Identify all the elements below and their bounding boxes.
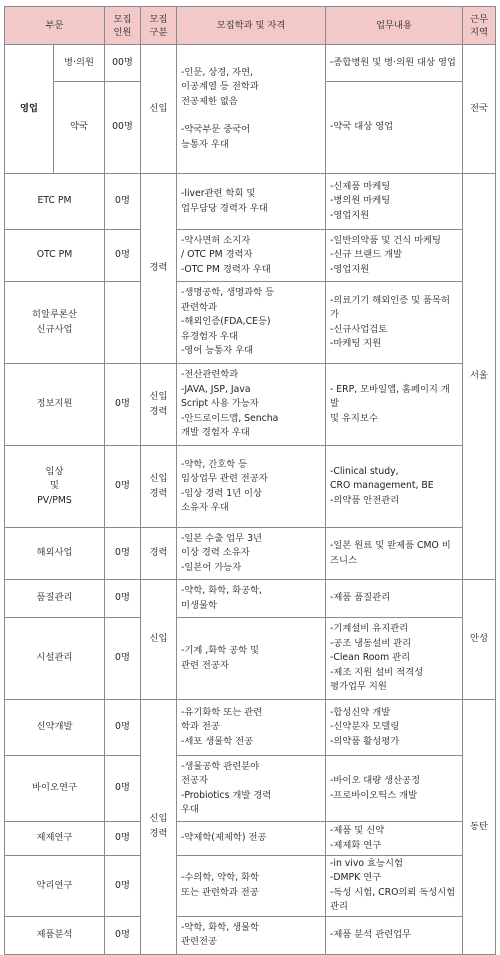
count-hyaluronic bbox=[105, 282, 141, 364]
duty-facility: -기계설비 유지관리 -공조 냉동설비 관리 -Clean Room 관리 -제조 지원 설비 적격성 평가업무 지원 bbox=[326, 618, 463, 700]
qual-qc: -약학, 화학, 화공학, 미생물학 bbox=[177, 580, 326, 618]
qual-otc-pm: -약사면허 소지자 / OTC PM 경력자 -OTC PM 경력자 우대 bbox=[177, 230, 326, 282]
type-overseas: 경력 bbox=[141, 528, 177, 580]
table-row bbox=[5, 580, 496, 618]
duty-hospital: -종합병원 및 병·의원 대상 영업 bbox=[326, 45, 463, 82]
duty-etc-pm: -신제품 마케팅 -병의원 마케팅 -영업지원 bbox=[326, 174, 463, 230]
qual-etc-pm: -liver관련 학회 및 업무담당 경력자 우대 bbox=[177, 174, 326, 230]
qual-overseas: -일본 수출 업무 3년 이상 경력 소유자 -일본어 가능자 bbox=[177, 528, 326, 580]
count-overseas: 0명 bbox=[105, 528, 141, 580]
count-etc-pm: 0명 bbox=[105, 174, 141, 230]
header-location: 근무 지역 bbox=[463, 7, 496, 45]
dept-drug-dev: 신약개발 bbox=[5, 700, 105, 756]
count-otc-pm: 0명 bbox=[105, 230, 141, 282]
table-row bbox=[5, 856, 496, 917]
table-row bbox=[5, 45, 496, 82]
count-pharmacology: 0명 bbox=[105, 856, 141, 917]
header-dept: 부문 bbox=[5, 7, 105, 45]
type-sales: 신입 bbox=[141, 45, 177, 174]
table-row bbox=[5, 756, 496, 822]
count-analysis: 0명 bbox=[105, 916, 141, 954]
duty-bio: -바이오 대량 생산공정 -프로바이오틱스 개발 bbox=[326, 756, 463, 822]
loc-dongtan: 동탄 bbox=[463, 700, 496, 955]
duty-drug-dev: -합성신약 개발 -신약분자 모델링 -의약품 활성평가 bbox=[326, 700, 463, 756]
recruitment-table-wrapper bbox=[4, 6, 495, 955]
qual-drug-dev: -유기화학 또는 관련 학과 전공 -세포 생물학 전공 bbox=[177, 700, 326, 756]
table-row bbox=[5, 618, 496, 700]
dept-hyaluronic: 히알루론산 신규사업 bbox=[5, 282, 105, 364]
sales-group-label: 영업 bbox=[5, 45, 54, 174]
count-formulation: 0명 bbox=[105, 822, 141, 856]
qual-sales: -인문, 상경, 자연, 이공계열 등 전학과 전공제한 없음 -약국부문 중국어 능통자 우대 bbox=[177, 45, 326, 174]
dept-it: 정보지원 bbox=[5, 364, 105, 446]
dept-hospital: 병·의원 bbox=[54, 45, 105, 82]
count-pharmacy: 00명 bbox=[105, 82, 141, 174]
dept-etc-pm: ETC PM bbox=[5, 174, 105, 230]
table-row bbox=[5, 528, 496, 580]
qual-analysis: -약학, 화학, 생물학 관련전공 bbox=[177, 916, 326, 954]
qual-facility: -기계 ,화학 공학 및 관련 전공자 bbox=[177, 618, 326, 700]
loc-seoul: 서울 bbox=[463, 174, 496, 580]
dept-pharmacy: 약국 bbox=[54, 82, 105, 174]
duty-pharmacy: -약국 대상 영업 bbox=[326, 82, 463, 174]
dept-bio: 바이오연구 bbox=[5, 756, 105, 822]
table-row bbox=[5, 822, 496, 856]
table-row bbox=[5, 282, 496, 364]
table-row bbox=[5, 916, 496, 954]
dept-overseas: 해외사업 bbox=[5, 528, 105, 580]
duty-clinical: -Clinical study, CRO management, BE -의약품 안전관리 bbox=[326, 446, 463, 528]
type-rnd: 신입 경력 bbox=[141, 700, 177, 955]
loc-nationwide: 전국 bbox=[463, 45, 496, 174]
count-hospital: 00명 bbox=[105, 45, 141, 82]
duty-otc-pm: -일반의약품 및 건식 마케팅 -신규 브랜드 개발 -영업지원 bbox=[326, 230, 463, 282]
table-row bbox=[5, 174, 496, 230]
qual-hyaluronic: -생명공학, 생명과학 등 관련학과 -해외인증(FDA,CE등) 유경험자 우대 -영어 능통자 우대 bbox=[177, 282, 326, 364]
header-duty: 업무내용 bbox=[326, 7, 463, 45]
duty-overseas: -일본 원료 및 완제품 CMO 비 즈니스 bbox=[326, 528, 463, 580]
table-row bbox=[5, 700, 496, 756]
dept-facility: 시설관리 bbox=[5, 618, 105, 700]
table-row bbox=[5, 230, 496, 282]
duty-analysis: -제품 분석 관련업무 bbox=[326, 916, 463, 954]
dept-otc-pm: OTC PM bbox=[5, 230, 105, 282]
duty-qc: -제품 품질관리 bbox=[326, 580, 463, 618]
qual-clinical: -약학, 간호학 등 임상업무 관련 전공자 -임상 경력 1년 이상 소유자 우대 bbox=[177, 446, 326, 528]
type-pm: 경력 bbox=[141, 174, 177, 364]
dept-formulation: 제제연구 bbox=[5, 822, 105, 856]
recruitment-table bbox=[4, 6, 496, 955]
table-row bbox=[5, 364, 496, 446]
header-qualification: 모집학과 및 자격 bbox=[177, 7, 326, 45]
loc-anseong: 안성 bbox=[463, 580, 496, 700]
table-row bbox=[5, 446, 496, 528]
count-drug-dev: 0명 bbox=[105, 700, 141, 756]
duty-hyaluronic: -의료기기 해외인증 및 품목허가 -신규사업검토 -마케팅 지원 bbox=[326, 282, 463, 364]
qual-formulation: -약제학(제제학) 전공 bbox=[177, 822, 326, 856]
header-row bbox=[5, 7, 496, 45]
duty-formulation: -제품 및 신약 -제제화 연구 bbox=[326, 822, 463, 856]
dept-pharmacology: 약리연구 bbox=[5, 856, 105, 917]
count-qc: 0명 bbox=[105, 580, 141, 618]
duty-pharmacology: -in vivo 효능시험 -DMPK 연구 -독성 시험, CRO의뢰 독성시험 관리 bbox=[326, 856, 463, 917]
qual-bio: -생물공학 관련분야 전공자 -Probiotics 개발 경력 우대 bbox=[177, 756, 326, 822]
count-bio: 0명 bbox=[105, 756, 141, 822]
type-clinical: 신입 경력 bbox=[141, 446, 177, 528]
qual-it: -전산관련학과 -JAVA, JSP, Java Script 사용 가능자 -안드로이드앱, Sencha 개발 경험자 우대 bbox=[177, 364, 326, 446]
count-it: 0명 bbox=[105, 364, 141, 446]
type-it: 신입 경력 bbox=[141, 364, 177, 446]
type-qc-facility: 신입 bbox=[141, 580, 177, 700]
header-count: 모집 인원 bbox=[105, 7, 141, 45]
header-type: 모집 구분 bbox=[141, 7, 177, 45]
dept-analysis: 제품분석 bbox=[5, 916, 105, 954]
count-clinical: 0명 bbox=[105, 446, 141, 528]
dept-qc: 품질관리 bbox=[5, 580, 105, 618]
qual-pharmacology: -수의학, 약학, 화학 또는 관련학과 전공 bbox=[177, 856, 326, 917]
dept-clinical: 임상 및 PV/PMS bbox=[5, 446, 105, 528]
count-facility: 0명 bbox=[105, 618, 141, 700]
duty-it: - ERP, 모바일앱, 홈페이지 개발 및 유지보수 bbox=[326, 364, 463, 446]
